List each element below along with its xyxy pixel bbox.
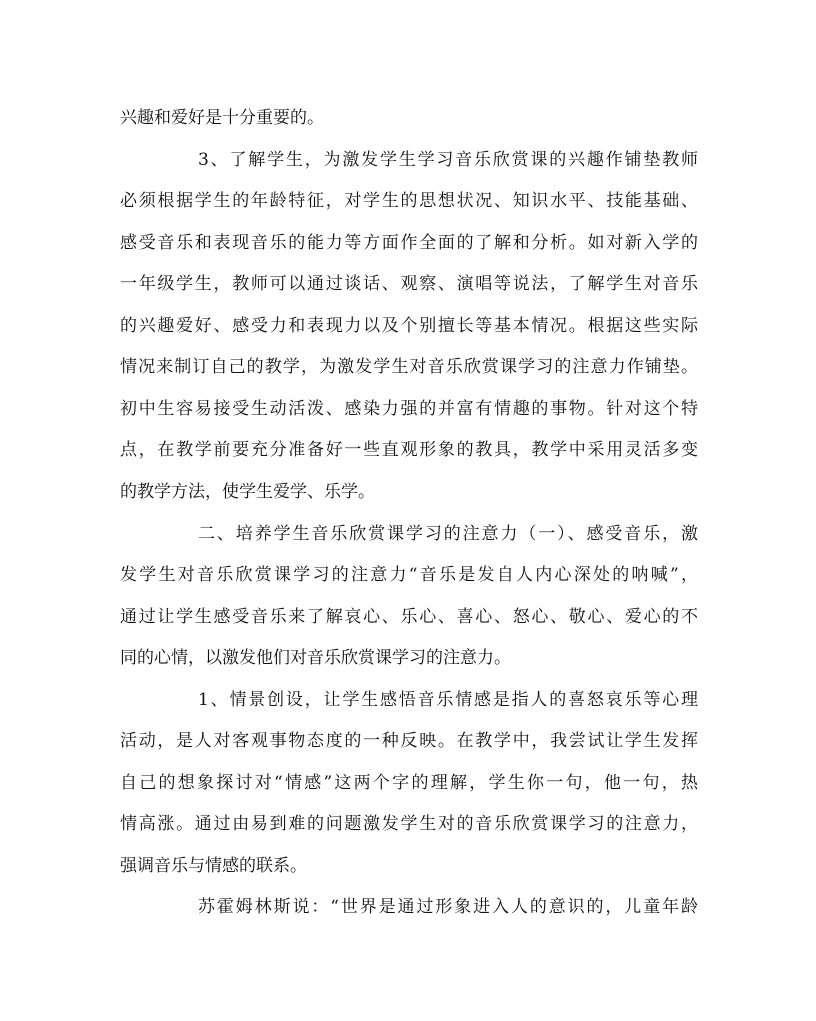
text-line: 的教学方法，使学生爱学、乐学。 <box>120 482 375 502</box>
text-line: 兴趣和爱好是十分重要的。 <box>120 108 324 128</box>
text-line: 的兴趣爱好、感受力和表现力以及个别擅长等基本情况。根据这些实际 <box>120 316 698 336</box>
text-line: 初中生容易接受生动活泼、感染力强的并富有情趣的事物。针对这个特 <box>120 399 698 419</box>
text-line: 1、情景创设，让学生感悟音乐情感是指人的喜怒哀乐等心理 <box>198 690 698 710</box>
text-line: 通过让学生感受音乐来了解哀心、乐心、喜心、怒心、敬心、爱心的不 <box>120 607 698 627</box>
text-line: 同的心情，以激发他们对音乐欣赏课学习的注意力。 <box>120 648 511 668</box>
text-line: 一年级学生，教师可以通过谈话、观察、演唱等说法，了解学生对音乐 <box>120 274 698 294</box>
text-line: 情高涨。通过由易到难的问题激发学生对的音乐欣赏课学习的注意力， <box>120 814 698 834</box>
text-line: 强调音乐与情感的联系。 <box>120 856 307 876</box>
text-line: 自己的想象探讨对“情感”这两个字的理解，学生你一句，他一句，热 <box>120 773 698 793</box>
text-line: 活动，是人对客观事物态度的一种反映。在教学中，我尝试让学生发挥 <box>120 731 698 751</box>
text-line: 必须根据学生的年龄特征，对学生的思想状况、知识水平、技能基础、 <box>120 191 698 211</box>
text-line: 感受音乐和表现音乐的能力等方面作全面的了解和分析。如对新入学的 <box>120 233 698 253</box>
text-line: 3、了解学生，为激发学生学习音乐欣赏课的兴趣作铺垫教师 <box>198 150 698 170</box>
text-line: 二、培养学生音乐欣赏课学习的注意力（一）、感受音乐，激 <box>198 524 698 544</box>
text-line: 苏霍姆林斯说：“世界是通过形象进入人的意识的，儿童年龄 <box>198 897 698 917</box>
text-line: 情况来制订自己的教学，为激发学生对音乐欣赏课学习的注意力作铺垫。 <box>120 357 698 377</box>
text-line: 发学生对音乐欣赏课学习的注意力“音乐是发自人内心深处的呐喊”， <box>120 565 698 585</box>
text-line: 点，在教学前要充分准备好一些直观形象的教具，教学中采用灵活多变 <box>120 440 698 460</box>
